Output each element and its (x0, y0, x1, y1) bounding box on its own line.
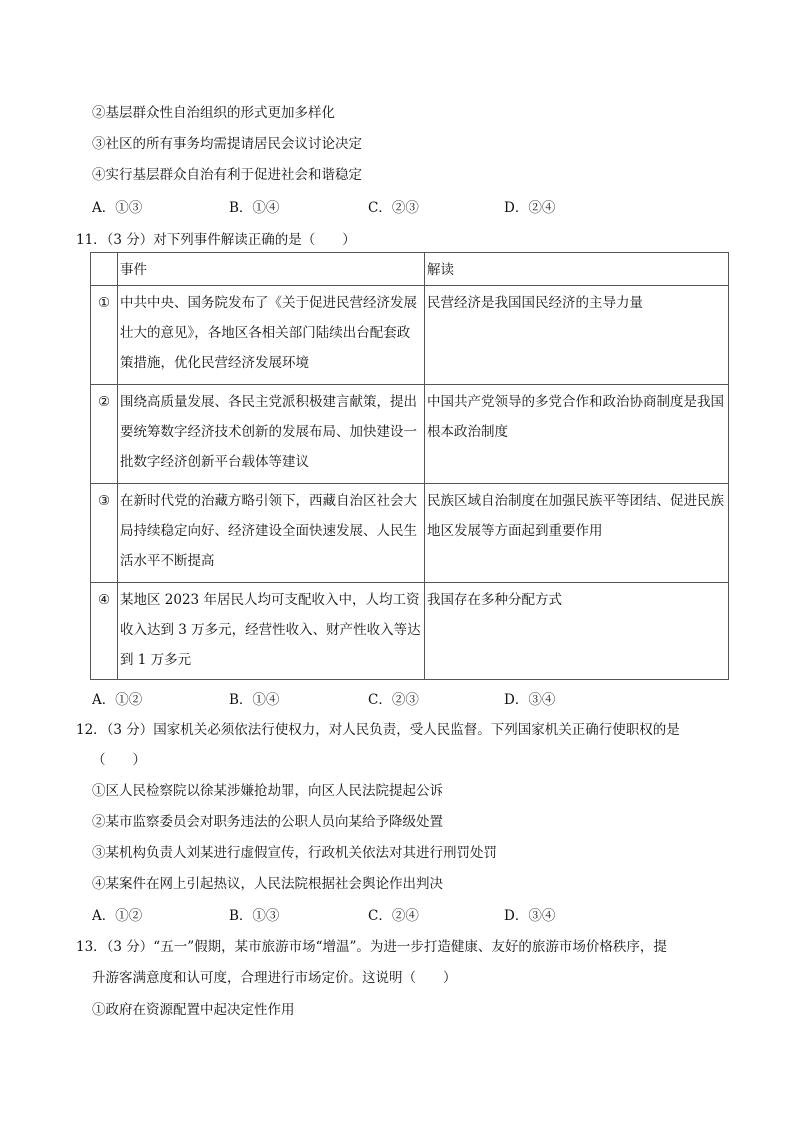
row-number: ④ (91, 583, 118, 680)
table-header-interp: 解读 (425, 253, 729, 286)
q11-option-c[interactable]: C．②③ (368, 692, 419, 708)
q11-event-table (90, 252, 729, 680)
table-header-num (91, 253, 118, 286)
q13-stem-line-1: 13．（3 分）“五一”假期，某市旅游市场“增温”。为进一步打造健康、友好的旅游市场价格秩序，提 (76, 939, 667, 955)
table-row (91, 583, 729, 680)
row-interp: 我国存在多种分配方式 (425, 583, 729, 680)
row-event: 在新时代党的治藏方略引领下，西藏自治区社会大局持续稳定向好、经济建设全面快速发展、人民生活水平不断提高 (118, 484, 425, 583)
q11-stem: 11．（3 分）对下列事件解读正确的是（ ） (76, 232, 356, 248)
row-interp: 民族区域自治制度在加强民族平等团结、促进民族地区发展等方面起到重要作用 (425, 484, 729, 583)
row-number: ① (91, 286, 118, 385)
q11-option-a[interactable]: A．①② (92, 692, 143, 708)
table-row (91, 484, 729, 583)
q10-statement-2: ②基层群众性自治组织的形式更加多样化 (92, 105, 335, 121)
q12-statement-2: ②某市监察委员会对职务违法的公职人员向某给予降级处置 (92, 814, 443, 830)
row-number: ② (91, 385, 118, 484)
row-event: 围绕高质量发展、各民主党派积极建言献策，提出要统筹数字经济技术创新的发展布局、加快建设一批数字经济创新平台载体等建议 (118, 385, 425, 484)
q12-statement-3: ③某机构负责人刘某进行虚假宣传，行政机关依法对其进行刑罚处罚 (92, 845, 497, 861)
table-header-event: 事件 (118, 253, 425, 286)
q12-stem: 12．（3 分）国家机关必须依法行使权力，对人民负责，受人民监督。下列国家机关正确行使职权的是 (76, 722, 680, 738)
row-interp: 民营经济是我国国民经济的主导力量 (425, 286, 729, 385)
q10-statement-3: ③社区的所有事务均需提请居民会议讨论决定 (92, 136, 362, 152)
q10-option-d[interactable]: D．②④ (504, 200, 556, 216)
q12-statement-4: ④某案件在网上引起热议，人民法院根据社会舆论作出判决 (92, 876, 443, 892)
q11-option-b[interactable]: B．①④ (229, 692, 280, 708)
q11-option-d[interactable]: D．③④ (504, 692, 556, 708)
q13-statement-1: ①政府在资源配置中起决定性作用 (92, 1002, 295, 1018)
q10-option-b[interactable]: B．①④ (229, 200, 280, 216)
q12-statement-1: ①区人民检察院以徐某涉嫌抢劫罪，向区人民法院提起公诉 (92, 783, 443, 799)
table-row (91, 385, 729, 484)
q10-statement-4: ④实行基层群众自治有利于促进社会和谐稳定 (92, 167, 362, 183)
row-event: 某地区 2023 年居民人均可支配收入中，人均工资收入达到 3 万多元，经营性收入、财产性收入等达到 1 万多元 (118, 583, 425, 680)
q12-paren: （ ） (92, 752, 146, 768)
q12-option-a[interactable]: A．①② (92, 908, 143, 924)
row-number: ③ (91, 484, 118, 583)
table-header-row (91, 253, 729, 286)
q10-option-c[interactable]: C．②③ (368, 200, 419, 216)
q12-option-d[interactable]: D．③④ (504, 908, 556, 924)
q13-stem-line-2: 升游客满意度和认可度，合理进行市场定价。这说明（ ） (92, 970, 457, 986)
q12-option-b[interactable]: B．①③ (229, 908, 280, 924)
table-row (91, 286, 729, 385)
row-event: 中共中央、国务院发布了《关于促进民营经济发展壮大的意见》，各地区各相关部门陆续出台配套政策措施，优化民营经济发展环境 (118, 286, 425, 385)
row-interp: 中国共产党领导的多党合作和政治协商制度是我国根本政治制度 (425, 385, 729, 484)
q10-option-a[interactable]: A．①③ (92, 200, 143, 216)
q12-option-c[interactable]: C．②④ (368, 908, 419, 924)
